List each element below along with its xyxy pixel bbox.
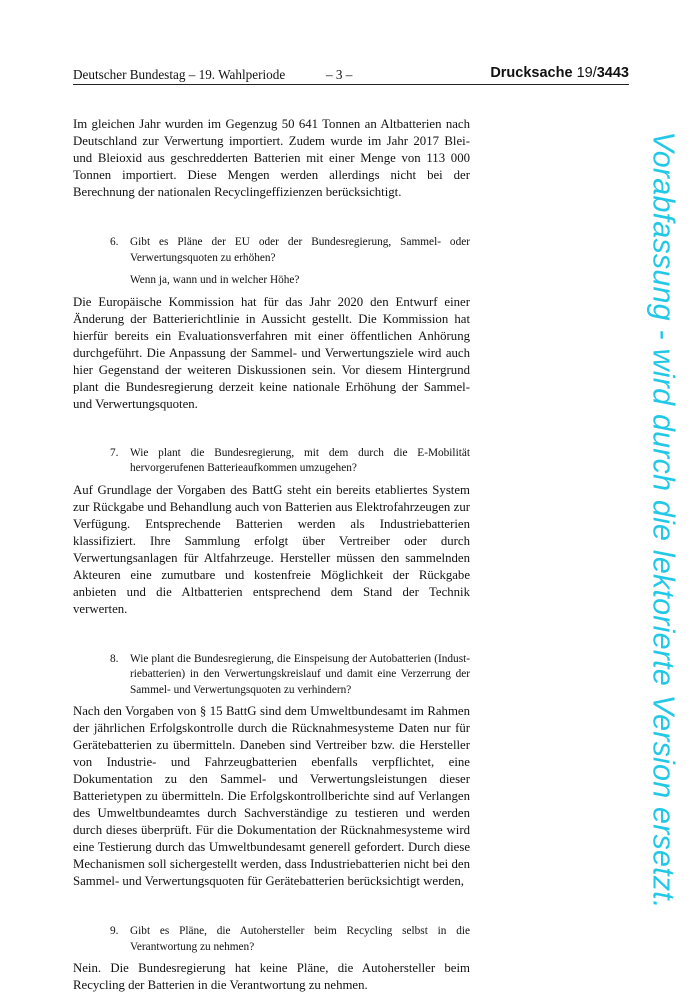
question-text: Gibt es Pläne der EU oder der Bundesregierung, Sammel- oder Verwertungsquoten zu erhöhen? [130, 236, 470, 264]
question-6-subquestion: Wenn ja, wann und in welcher Höhe? [130, 274, 300, 286]
document-label: Drucksache [490, 65, 573, 81]
page-body [73, 116, 470, 994]
document-number [490, 65, 629, 81]
answer-9: Nein. Die Bundesregierung hat keine Pläne, die Autohersteller beim Recycling der Batterien in die Verantwortung zu nehmen. [73, 961, 470, 992]
draft-watermark: Vorabfassung - wird durch die lektorierte Version ersetzt. [646, 131, 681, 909]
page-number: – 3 – [326, 67, 353, 82]
answer-7: Auf Grundlage der Vorgaben des BattG steht ein bereits etabliertes System zur Rückgabe und Behandlung auch von Batterien aus Elektrofahrzeugen zur Verfügung. Entsprechende Batterien werden als Industriebatterien klassifiziert. Ihre Sammlung erfolgt über Vertreiber oder durch Verwertungsanlagen für Altfahrzeuge. Hersteller müssen den sammelnden Akteuren eine zumutbare und kostenfreie Möglichkeit der Rückgabe anbieten und die Altbatterien entsprechend dem Stand der Technik verwerten. [73, 482, 470, 616]
question-number: 8. [110, 652, 119, 665]
question-number: 7. [110, 446, 119, 459]
intro-paragraph: Im gleichen Jahr wurden im Gegenzug 50 641 Tonnen an Altbatterien nach Deutschland zur Verwertung importiert. Zudem wurde im Jahr 2017 Blei- und Bleioxid aus geschredderten Batterien mit einer Menge von 113 000 Tonnen importiert. Diese Mengen werden allerdings nicht bei der Berechnung der nationalen Recyclingeffizienzen berücksichtigt. [73, 117, 470, 199]
question-9 [73, 924, 470, 955]
question-text: Gibt es Pläne, die Autohersteller beim Recycling selbst in die Verantwortung zu nehmen? [130, 925, 470, 953]
answer-8: Nach den Vorgaben von § 15 BattG sind dem Umweltbundesamt im Rahmen der jährlichen Erfolgskontrolle durch die Rücknahmesysteme Daten nur für Gerätebatterien zu übermitteln. Daneben sind Vertreiber bzw. die Hersteller von Industrie- und Fahrzeugbatterien ebenfalls verpflichtet, eine Dokumentation zu den Sammel- und Verwertungsleistungen dieser Batterietypen zu übermitteln. Die Erfolgskontrollberichte sind auf Verlangen des Umweltbundeamtes durch Sachverständige zu testieren und werden durch dieses überprüft. Für die Dokumentation der Rücknahmesysteme wird eine Testierung durch das Umweltbundesamt generell gefordert. Durch diese Mechanismen soll sichergestellt werden, dass Industriebatterien nicht bei den Sammel- und Verwertungsquoten für Gerätebatterien berücksichtigt werden, [73, 704, 470, 888]
question-number: 6. [110, 236, 119, 248]
question-text: Wie plant die Bundesregierung, die Einspeisung der Autobatterien (Industriebatterien) in den Verwertungskreislauf und damit eine Verzerrung der Sammel- und Verwertungsquoten zu verhindern? [130, 652, 470, 696]
question-6 [73, 235, 470, 266]
document-number-period: 19/ [576, 65, 597, 81]
header-publisher: Deutscher Bundestag – 19. Wahlperiode [73, 67, 286, 82]
header-rule [73, 84, 629, 85]
answer-6: Die Europäische Kommission hat für das Jahr 2020 den Entwurf einer Änderung der Batterierichtlinie in Aussicht gestellt. Die Kommission hat hierfür bereits ein Evaluationsverfahren mit einer öffentlichen Anhörung durchgeführt. Die Anpassung der Sammel- und Verwertungsziele wird auch hier Gegenstand der weiteren Diskussionen sein. Vor diesem Hintergrund plant die Bundesregierung derzeit keine nationale Erhöhung der Sammel- und Verwertungsquoten. [73, 294, 470, 411]
question-8 [73, 652, 470, 699]
question-7 [73, 446, 470, 477]
page-header [73, 67, 629, 85]
question-number: 9. [110, 925, 119, 937]
question-text: Wie plant die Bundesregierung, mit dem durch die E-Mobilität hervorgerufenen Batterieaufkommen umzugehen? [130, 446, 470, 474]
document-number-id: 3443 [596, 65, 629, 81]
